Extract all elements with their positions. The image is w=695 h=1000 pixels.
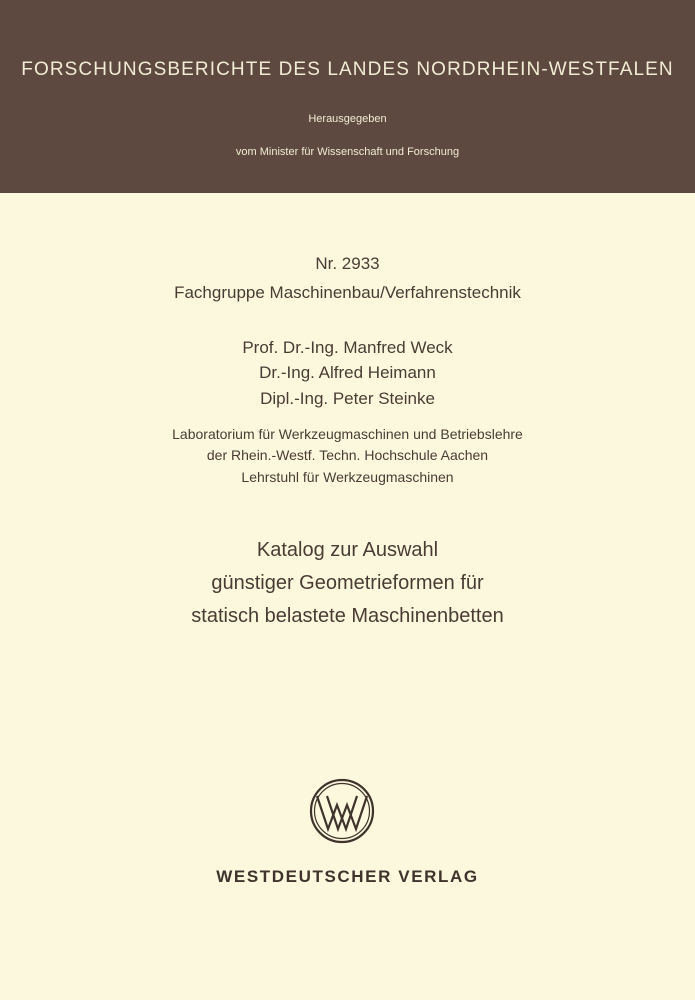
series-title: FORSCHUNGSBERICHTE DES LANDES NORDRHEIN-WESTFALEN — [21, 59, 674, 80]
publisher-logo-icon — [308, 777, 376, 845]
report-number: Nr. 2933 — [315, 254, 380, 273]
author-2: Dr.-Ing. Alfred Heimann — [259, 363, 436, 382]
subject-group: Fachgruppe Maschinenbau/Verfahrenstechnik — [174, 283, 521, 302]
published-by-label: Herausgegeben — [308, 113, 387, 125]
publisher-organization: vom Minister für Wissenschaft und Forschung — [235, 146, 460, 158]
title-line-2: günstiger Geometrieformen für — [211, 572, 484, 594]
author-1: Prof. Dr.-Ing. Manfred Weck — [242, 338, 453, 357]
series-banner — [0, 0, 695, 193]
institution-line-3: Lehrstuhl für Werkzeugmaschinen — [241, 469, 454, 485]
author-3: Dipl.-Ing. Peter Steinke — [260, 389, 435, 408]
title-line-1: Katalog zur Auswahl — [256, 539, 439, 561]
publisher-name: WESTDEUTSCHER VERLAG — [216, 867, 479, 886]
institution-line-1: Laboratorium für Werkzeugmaschinen und Betriebslehre — [172, 426, 523, 442]
title-line-3: statisch belastete Maschinenbetten — [191, 605, 504, 627]
institution-line-2: der Rhein.-Westf. Techn. Hochschule Aachen — [206, 447, 489, 463]
